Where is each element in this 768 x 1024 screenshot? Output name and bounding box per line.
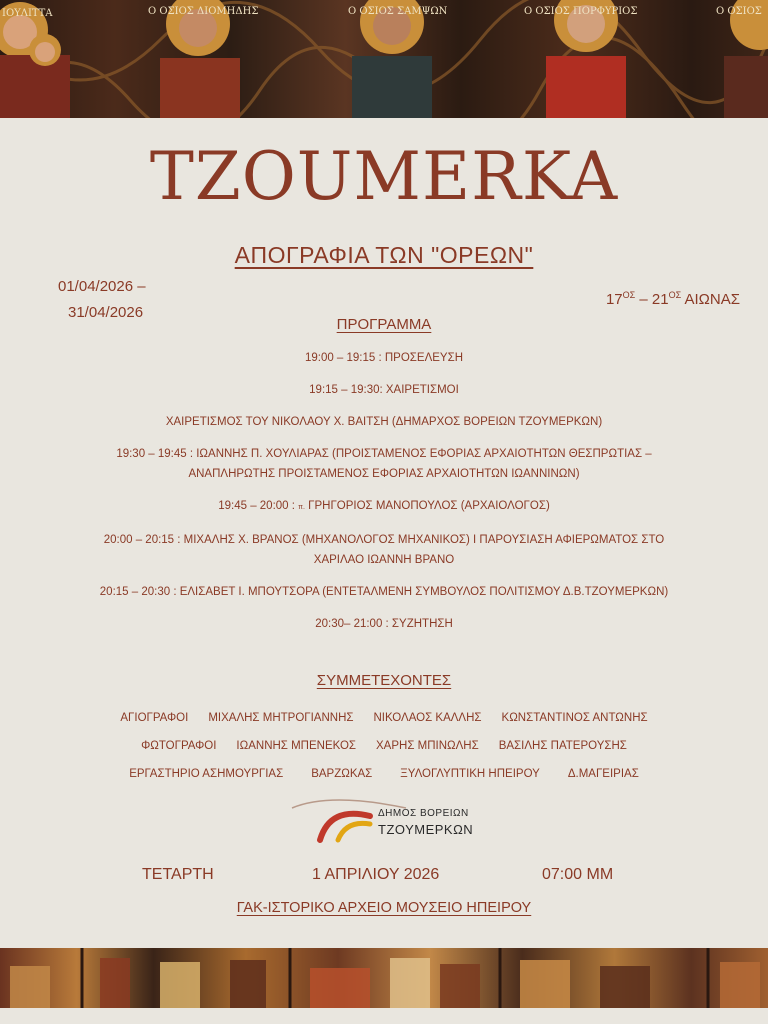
participant: ΝΙΚΟΛΑΟΣ ΚΑΛΛΗΣ [373, 712, 482, 724]
program-item: ΧΑΙΡΕΤΙΣΜΟΣ ΤΟΥ ΝΙΚΟΛΑΟΥ Χ. ΒΑΙΤΣΗ (ΔΗΜΑΡΧΟΣ ΒΟΡΕΙΩΝ ΤΖΟΥΜΕΡΚΩΝ) [165, 416, 603, 428]
participant: ΒΑΡΖΩΚΑΣ [311, 768, 373, 780]
participant: ΦΩΤΟΓΡΑΦΟΙ [141, 740, 217, 752]
participant: ΒΑΣΙΛΗΣ ΠΑΤΕΡΟΥΣΗΣ [498, 740, 627, 752]
participant: Δ.ΜΑΓΕΙΡΙΑΣ [567, 768, 639, 780]
fresco-label: ΙΟΥΛΙΤΤΑ [2, 8, 53, 19]
program-item [90, 496, 678, 518]
fresco-label: Ο ΟΣΙΟΣ [716, 6, 762, 17]
byzantine-fresco-saints-icon [0, 0, 768, 118]
century-end-suffix: ΟΣ [668, 290, 682, 300]
page-title: TZOUMERKA [149, 138, 619, 215]
program-item: 19:00 – 19:15 : ΠΡΟΣΕΛΕΥΣΗ [304, 352, 464, 364]
fresco-label: Ο ΟΣΙΟΣ ΣΑΜΨΩΝ [348, 6, 448, 17]
program-item: 19:15 – 19:30: ΧΑΙΡΕΤΙΣΜΟΙ [309, 384, 459, 396]
event-date: 1 ΑΠΡΙΛΙΟΥ 2026 [312, 866, 440, 883]
century-end: – 21 [635, 291, 669, 308]
participants-row [0, 704, 768, 732]
participant: ΞΥΛΟΓΛΥΠΤΙΚΗ ΗΠΕΙΡΟΥ [400, 768, 540, 780]
participant: ΑΓΙΟΓΡΑΦΟΙ [120, 712, 189, 724]
participants-heading: ΣΥΜΜΕΤΕΧΟΝΤΕΣ [316, 672, 452, 689]
venue: ΓΑΚ-ΙΣΤΟΡΙΚΟ ΑΡΧΕΙΟ ΜΟΥΣΕΙΟ ΗΠΕΙΡΟΥ [236, 900, 532, 916]
subtitle: ΑΠΟΓΡΑΦΙΑ ΤΩΝ "ΟΡΕΩΝ" [234, 242, 534, 268]
fresco-label: Ο ΟΣΙΟΣ ΔΙΟΜΗΔΗΣ [148, 6, 259, 17]
participant: ΚΩΝΣΤΑΝΤΙΝΟΣ ΑΝΤΩΝΗΣ [501, 712, 648, 724]
program-heading: ΠΡΟΓΡΑΜΜΑ [336, 316, 432, 333]
participant: ΕΡΓΑΣΤΗΡΙΟ ΑΣΗΜΟΥΡΓΙΑΣ [129, 768, 284, 780]
fresco-label: Ο ΟΣΙΟΣ ΠΟΡΦΥΡΙΟΣ [524, 6, 638, 17]
logo-line-1: ΔΗΜΟΣ ΒΟΡΕΙΩΝ [378, 808, 469, 819]
header-fresco-image [0, 0, 768, 118]
centuries-label [606, 290, 740, 308]
century-start-suffix: ΟΣ [622, 290, 636, 300]
event-time: 07:00 ΜΜ [542, 866, 614, 883]
logo-line-2: ΤΖΟΥΜΕΡΚΩΝ [378, 822, 474, 837]
participant: ΧΑΡΗΣ ΜΠΙΝΩΛΗΣ [376, 740, 479, 752]
program-item: 20:00 – 20:15 : ΜΙΧΑΛΗΣ Χ. ΒΡΑΝΟΣ (ΜΗΧΑΝΟΛΟΓΟΣ ΜΗΧΑΝΙΚΟΣ) Ι ΠΑΡΟΥΣΙΑΣΗ ΑΦΙΕΡΩΜΑΤΟΣ ΣΤΟ ΧΑΡΙΛΑΟ ΙΩΑΝΝΗ ΒΡΑΝΟ [103, 534, 665, 566]
program-item-time: 19:45 – 20:00 : [218, 500, 295, 512]
program-item-title-abbr: π. [298, 504, 305, 511]
participant: ΜΙΧΑΛΗΣ ΜΗΤΡΟΓΙΑΝΝΗΣ [208, 712, 354, 724]
century-start: 17 [605, 291, 623, 308]
century-word: ΑΙΩΝΑΣ [681, 291, 740, 308]
program-item: 20:15 – 20:30 : ΕΛΙΣΑΒΕΤ Ι. ΜΠΟΥΤΣΟΡΑ (ΕΝΤΕΤΑΛΜΕΝΗ ΣΥΜΒΟΥΛΟΣ ΠΟΛΙΤΙΣΜΟΥ Δ.Β.ΤΖΟΥΜΕΡΚΩΝ) [99, 586, 669, 598]
program-list [90, 348, 678, 646]
participants-row [0, 732, 768, 760]
program-item: 20:30– 21:00 : ΣΥΖΗΤΗΣΗ [315, 618, 453, 630]
participants-row [0, 760, 768, 788]
participants-list [0, 704, 768, 788]
event-day: ΤΕΤΑΡΤΗ [142, 866, 214, 883]
program-item: 19:30 – 19:45 : ΙΩΑΝΝΗΣ Π. ΧΟΥΛΙΑΡΑΣ (ΠΡΟΙΣΤΑΜΕΝΟΣ ΕΦΟΡΙΑΣ ΑΡΧΑΙΟΤΗΤΩΝ ΘΕΣΠΡΩΤΙΑΣ – ΑΝΑΠΛΗΡΩΤΗΣ ΠΡΟΙΣΤΑΜΕΝΟΣ ΕΦΟΡΙΑΣ ΑΡΧΑΙΟΤΗΤΩΝ ΙΩΑΝΝΙΝΩΝ) [116, 448, 652, 480]
program-item-speaker: ΓΡΗΓΟΡΙΟΣ ΜΑΝΟΠΟΥΛΟΣ (ΑΡΧΑΙΟΛΟΓΟΣ) [304, 500, 550, 512]
municipality-logo [290, 794, 480, 844]
date-range-end: 31/04/2026 [68, 304, 144, 321]
date-range-start: 01/04/2026 – [58, 278, 146, 295]
fresco-frieze-icon [0, 948, 768, 1008]
footer-fresco-image [0, 948, 768, 1008]
participant: ΙΩΑΝΝΗΣ ΜΠΕΝΕΚΟΣ [236, 740, 357, 752]
bottom-margin [0, 1008, 768, 1024]
